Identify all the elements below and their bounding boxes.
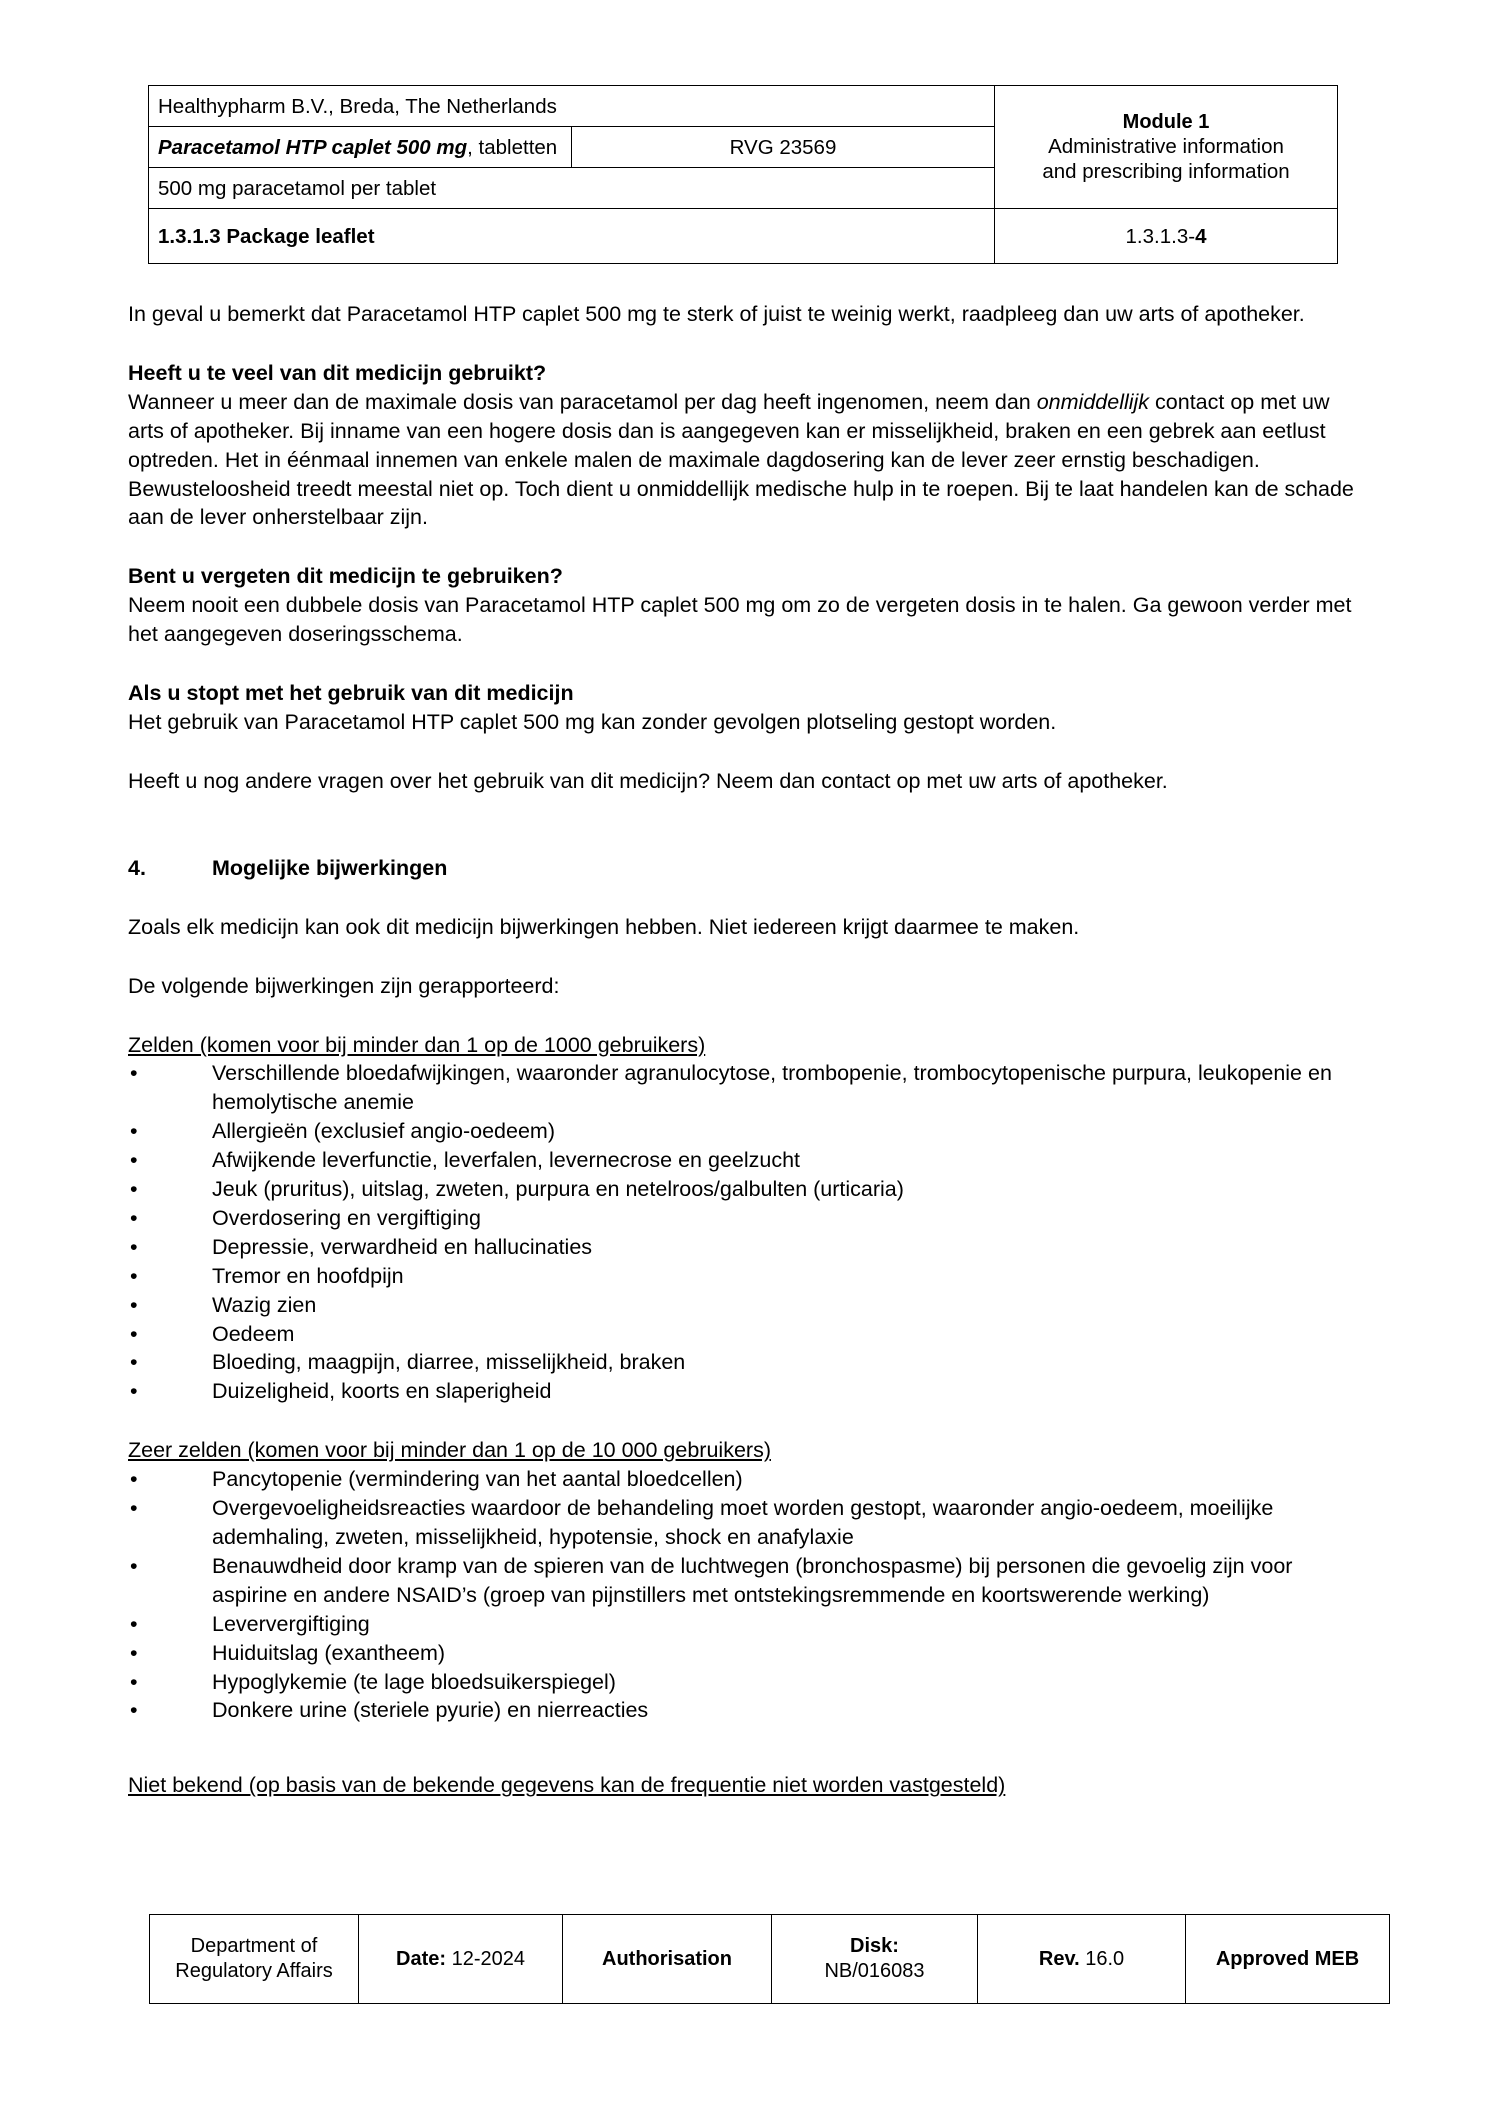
- list-item-text: Overdosering en vergiftiging: [212, 1205, 481, 1230]
- bullet-icon: •: [130, 1321, 138, 1346]
- bullet-icon: •: [130, 1467, 138, 1492]
- list-item-text: Hypoglykemie (te lage bloedsuikerspiegel): [212, 1669, 616, 1694]
- list-item-text: Bloeding, maagpijn, diarree, misselijkheid, braken: [212, 1350, 686, 1375]
- list-item-text: Overgevoeligheidsreacties waardoor de behandeling moet worden gestopt, waaronder angio-oedeem, moeilijke ademhaling, zweten, misselijkheid, hypotensie, shock en anafylaxie: [212, 1496, 1274, 1549]
- list-item: [128, 1175, 1371, 1204]
- list-item: [128, 1291, 1371, 1320]
- approved-label: Approved MEB: [1215, 1947, 1360, 1970]
- document-header-table: [148, 85, 1338, 264]
- document-body: [128, 300, 1371, 1800]
- bullet-icon: •: [130, 1611, 138, 1636]
- list-item-text: Oedeem: [212, 1321, 295, 1346]
- unknown-frequency-heading: Niet bekend (op basis van de bekende gegevens kan de frequentie niet worden vastgesteld): [128, 1773, 1006, 1798]
- header-pagenumber-cell: [995, 209, 1338, 264]
- disk-value: NB/016083: [824, 1960, 925, 1982]
- list-item-text: Duizeligheid, koorts en slaperigheid: [212, 1379, 552, 1404]
- list-item-text: Benauwdheid door kramp van de spieren van de luchtwegen (bronchospasme) bij personen die gevoelig zijn voor aspirine en andere NSAID’s (groep van pijnstillers met ontstekingsremmende en koortswerende werking): [212, 1553, 1293, 1607]
- footer-approved-cell: [1186, 1915, 1390, 2004]
- header-strength-cell: [149, 168, 995, 209]
- rvg-number: RVG 23569: [729, 135, 837, 159]
- footer-authorisation-cell: [563, 1915, 772, 2004]
- overdose-text-part1: Wanneer u meer dan de maximale dosis van paracetamol per dag heeft ingenomen, neem dan: [128, 389, 1037, 414]
- list-item: [128, 1146, 1371, 1175]
- bullet-icon: •: [130, 1234, 138, 1259]
- rev-label: Rev.: [1038, 1947, 1080, 1970]
- list-item-text: Wazig zien: [212, 1292, 317, 1317]
- spacer: [128, 649, 1371, 679]
- list-item: [128, 1377, 1371, 1406]
- forgotten-paragraph: Neem nooit een dubbele dosis van Paracetamol HTP caplet 500 mg om zo de vergeten dosis in te halen. Ga gewoon verder met het aangegeven doseringsschema.: [128, 593, 1352, 647]
- list-item: [128, 1059, 1371, 1117]
- list-item: [128, 1552, 1371, 1610]
- bullet-icon: •: [130, 1698, 138, 1723]
- intro-paragraph: In geval u bemerkt dat Paracetamol HTP caplet 500 mg te sterk of juist te weinig werkt, raadpleeg dan uw arts of apotheker.: [128, 302, 1305, 326]
- rare-heading: Zelden (komen voor bij minder dan 1 op de 1000 gebruikers): [128, 1032, 706, 1057]
- list-item-text: Tremor en hoofdpijn: [212, 1263, 404, 1288]
- list-item-text: Verschillende bloedafwijkingen, waaronder agranulocytose, trombopenie, trombocytopenische purpura, leukopenie en hemolytische anemie: [212, 1061, 1332, 1115]
- bullet-icon: •: [130, 1263, 138, 1288]
- overdose-text-part2: contact op met uw arts of apotheker. Bij inname van een hogere dosis dan is aangegeven kan er misselijkheid, braken en een gebrek aan eetlust optreden. Het in éénmaal innemen van enkele malen de maximale dagdosering kan de lever zeer ernstig beschadigen. Bewusteloosheid treedt meestal niet op. Toch dient u onmiddellijk medische hulp in te roepen. Bij te laat handelen kan de schade aan de lever onherstelbaar zijn.: [128, 389, 1354, 530]
- bullet-icon: •: [130, 1205, 138, 1230]
- very-rare-list: [128, 1465, 1371, 1725]
- module-line-1: Administrative information: [1048, 135, 1284, 159]
- date-label: Date:: [396, 1947, 447, 1970]
- spacer: [128, 796, 1371, 854]
- list-item: [128, 1233, 1371, 1262]
- footer-revision-cell: [978, 1915, 1186, 2004]
- footer-row: [150, 1915, 1390, 2004]
- list-item: [128, 1639, 1371, 1668]
- department-line-1: Department of: [190, 1935, 318, 1957]
- list-item: [128, 1668, 1371, 1697]
- header-row-company: [149, 86, 1338, 127]
- header-section-cell: [149, 209, 995, 264]
- section-4-title: Mogelijke bijwerkingen: [212, 855, 448, 880]
- spacer: [128, 942, 1371, 972]
- header-rvg-cell: [572, 127, 995, 168]
- spacer: [128, 883, 1371, 913]
- section-4-number: 4.: [128, 855, 146, 880]
- page-number-prefix: 1.3.1.3-: [1125, 224, 1196, 248]
- list-item: [128, 1696, 1371, 1725]
- document-footer-table: [149, 1914, 1390, 2004]
- page-number-value: 4: [1195, 224, 1207, 248]
- bullet-icon: •: [130, 1379, 138, 1404]
- section-4-heading: [128, 854, 1371, 883]
- module-line-2: and prescribing information: [1042, 160, 1290, 184]
- module-title: Module 1: [1122, 110, 1210, 133]
- spacer: [128, 329, 1371, 359]
- spacer: [128, 532, 1371, 562]
- product-form: , tabletten: [467, 135, 558, 159]
- disk-label: Disk:: [850, 1935, 899, 1957]
- authorisation-label: Authorisation: [602, 1947, 732, 1970]
- list-item-text: Afwijkende leverfunctie, leverfalen, levernecrose en geelzucht: [212, 1148, 800, 1173]
- list-item-text: Huiduitslag (exantheem): [212, 1640, 446, 1665]
- header-row-section: [149, 209, 1338, 264]
- strength-text: 500 mg paracetamol per tablet: [158, 176, 437, 200]
- section-label: 1.3.1.3 Package leaflet: [158, 224, 375, 248]
- overdose-heading: Heeft u te veel van dit medicijn gebruikt?: [128, 360, 547, 385]
- overdose-text-emphasis: onmiddellijk: [1036, 389, 1150, 414]
- bullet-icon: •: [130, 1177, 138, 1202]
- list-item-text: Allergieën (exclusief angio-oedeem): [212, 1119, 555, 1144]
- very-rare-heading: Zeer zelden (komen voor bij minder dan 1 op de 10 000 gebruikers): [128, 1438, 771, 1463]
- footer-date-cell: [359, 1915, 563, 2004]
- reported-line: De volgende bijwerkingen zijn gerapporteerd:: [128, 973, 560, 998]
- bullet-icon: •: [130, 1669, 138, 1694]
- list-item: [128, 1204, 1371, 1233]
- bullet-icon: •: [130, 1640, 138, 1665]
- footer-department-cell: [150, 1915, 359, 2004]
- forgotten-heading: Bent u vergeten dit medicijn te gebruiken?: [128, 564, 563, 589]
- list-item: [128, 1465, 1371, 1494]
- list-item-text: Pancytopenie (vermindering van het aantal bloedcellen): [212, 1467, 743, 1492]
- list-item: [128, 1348, 1371, 1377]
- bullet-icon: •: [130, 1119, 138, 1144]
- list-item: [128, 1610, 1371, 1639]
- spacer: [128, 1001, 1371, 1031]
- list-item-text: Leververgiftiging: [212, 1611, 370, 1636]
- date-value: 12-2024: [446, 1947, 525, 1970]
- list-item: [128, 1494, 1371, 1552]
- bullet-icon: •: [130, 1496, 138, 1521]
- stopping-paragraph: Het gebruik van Paracetamol HTP caplet 500 mg kan zonder gevolgen plotseling gestopt worden.: [128, 709, 1057, 734]
- list-item: [128, 1262, 1371, 1291]
- bullet-icon: •: [130, 1148, 138, 1173]
- header-module-cell: [995, 86, 1338, 209]
- list-item-text: Donkere urine (steriele pyurie) en nierreacties: [212, 1698, 649, 1723]
- rev-value: 16.0: [1079, 1947, 1125, 1970]
- company-name: Healthypharm B.V., Breda, The Netherlands: [158, 94, 557, 118]
- questions-paragraph: Heeft u nog andere vragen over het gebruik van dit medicijn? Neem dan contact op met uw arts of apotheker.: [128, 768, 1168, 793]
- bullet-icon: •: [130, 1553, 138, 1578]
- rare-list: [128, 1059, 1371, 1406]
- list-item: [128, 1320, 1371, 1349]
- spacer: [128, 1725, 1371, 1771]
- list-item: [128, 1117, 1371, 1146]
- header-product-cell: [149, 127, 572, 168]
- bullet-icon: •: [130, 1061, 138, 1086]
- product-name: Paracetamol HTP caplet 500 mg: [158, 135, 468, 159]
- overdose-paragraph: [128, 388, 1371, 533]
- section-4-intro: Zoals elk medicijn kan ook dit medicijn bijwerkingen hebben. Niet iedereen krijgt daarmee te maken.: [128, 914, 1080, 939]
- header-company-cell: [149, 86, 995, 127]
- department-line-2: Regulatory Affairs: [175, 1960, 333, 1982]
- bullet-icon: •: [130, 1292, 138, 1317]
- spacer: [128, 737, 1371, 767]
- bullet-icon: •: [130, 1350, 138, 1375]
- footer-disk-cell: [772, 1915, 978, 2004]
- list-item-text: Jeuk (pruritus), uitslag, zweten, purpura en netelroos/galbulten (urticaria): [212, 1177, 904, 1202]
- stopping-heading: Als u stopt met het gebruik van dit medicijn: [128, 681, 574, 706]
- spacer: [128, 1406, 1371, 1436]
- list-item-text: Depressie, verwardheid en hallucinaties: [212, 1234, 593, 1259]
